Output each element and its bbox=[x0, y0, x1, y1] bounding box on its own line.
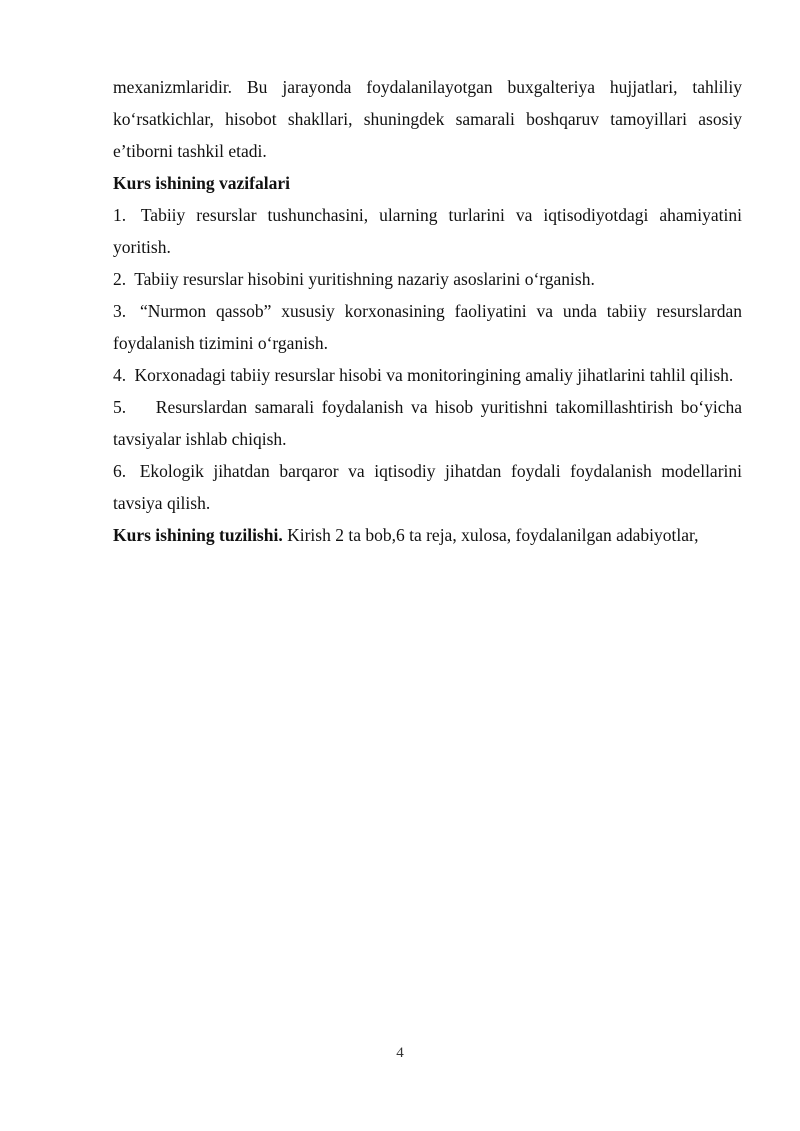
intro-paragraph: mexanizmlaridir. Bu jarayonda foydalanilayotgan buxgalteriya hujjatlari, tahliliy ko‘rsatkichlar, hisobot shakllari, shuningdek samarali boshqaruv tamoyillari asosiy e’tiborni tashkil etadi. bbox=[113, 77, 742, 161]
structure-text: Kirish 2 ta bob,6 ta reja, xulosa, foydalanilgan adabiyotlar, bbox=[282, 525, 699, 545]
task-item-6 bbox=[113, 455, 742, 519]
task-number: 2. bbox=[113, 269, 127, 289]
page-number: 4 bbox=[396, 1045, 404, 1061]
task-number: 5. bbox=[113, 397, 127, 417]
task-number: 3. bbox=[113, 301, 127, 321]
task-text: “Nurmon qassob” xususiy korxonasining faoliyatini va unda tabiiy resurslardan foydalanish tizimini o‘rganish. bbox=[113, 301, 742, 353]
document-page bbox=[113, 71, 742, 551]
task-item-3 bbox=[113, 295, 742, 359]
task-number: 4. bbox=[113, 365, 127, 385]
structure-paragraph bbox=[113, 519, 742, 551]
task-text: Tabiiy resurslar tushunchasini, ularning turlarini va iqtisodiyotdagi ahamiyatini yoritish. bbox=[113, 205, 743, 257]
task-text: Ekologik jihatdan barqaror va iqtisodiy jihatdan foydali foydalanish modellarini tavsiya qilish. bbox=[113, 461, 742, 513]
task-text: Tabiiy resurslar hisobini yuritishning nazariy asoslarini o‘rganish. bbox=[134, 269, 595, 289]
task-text: Korxonadagi tabiiy resurslar hisobi va monitoringining amaliy jihatlarini tahlil qilish. bbox=[134, 365, 734, 385]
task-item-2 bbox=[113, 263, 742, 295]
structure-label: Kurs ishining tuzilishi. bbox=[113, 525, 283, 545]
tasks-heading: Kurs ishining vazifalari bbox=[113, 173, 290, 193]
task-item-5 bbox=[113, 391, 742, 455]
task-item-1 bbox=[113, 199, 742, 263]
task-item-4 bbox=[113, 359, 742, 391]
task-number: 6. bbox=[113, 461, 127, 481]
task-number: 1. bbox=[113, 205, 127, 225]
task-text: Resurslardan samarali foydalanish va hisob yuritishni takomillashtirish bo‘yicha tavsiyalar ishlab chiqish. bbox=[113, 397, 742, 449]
